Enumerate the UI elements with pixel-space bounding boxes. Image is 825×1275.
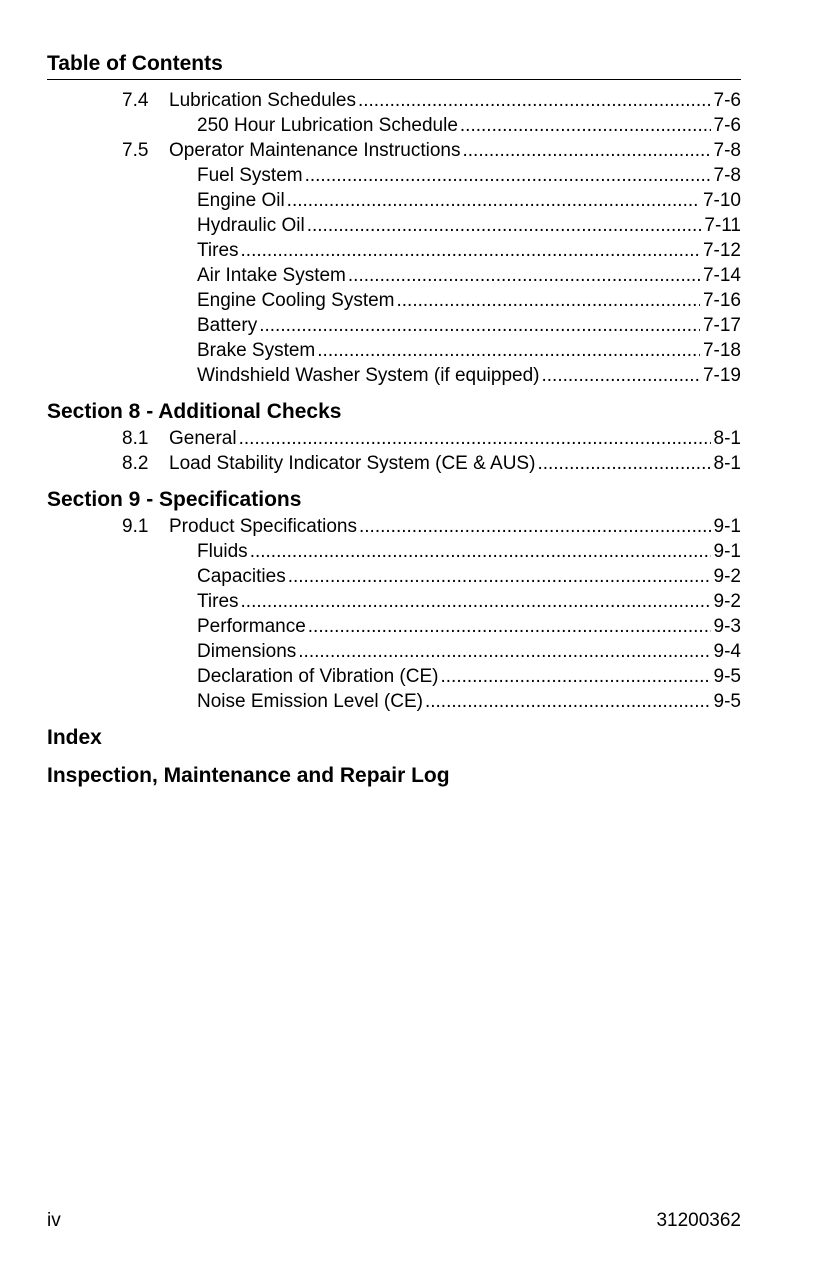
toc-entry-title-cell xyxy=(169,138,741,163)
toc-entry-page: 7-8 xyxy=(713,165,741,186)
toc-entry-title: Declaration of Vibration (CE) xyxy=(197,666,439,687)
dot-leader xyxy=(241,589,711,614)
toc-entry[interactable] xyxy=(47,614,741,639)
toc-entry[interactable] xyxy=(47,338,741,363)
toc-entry[interactable] xyxy=(47,213,741,238)
toc-entry-title-cell xyxy=(197,163,741,188)
toc-entry-page: 7-16 xyxy=(702,290,741,311)
dot-leader xyxy=(288,564,711,589)
toc-entry-title-cell xyxy=(197,288,741,313)
section-8-entries xyxy=(47,426,741,476)
dot-leader xyxy=(259,313,700,338)
toc-entry-number: 9.1 xyxy=(122,516,149,537)
toc-entry-title-cell xyxy=(197,213,741,238)
toc-entry-title: Operator Maintenance Instructions xyxy=(169,140,461,161)
toc-entry-title-cell xyxy=(169,88,741,113)
toc-entry-title-cell xyxy=(197,589,741,614)
toc-entry-title: Engine Oil xyxy=(197,190,285,211)
dot-leader xyxy=(460,113,711,138)
dot-leader xyxy=(358,88,711,113)
toc-entry-title: Load Stability Indicator System (CE & AUS) xyxy=(169,453,536,474)
toc-entry-title: Fuel System xyxy=(197,165,303,186)
toc-entry-number: 7.5 xyxy=(122,140,149,161)
dot-leader xyxy=(239,426,711,451)
toc-entry-title-cell xyxy=(197,363,741,388)
toc-entry-page: 9-1 xyxy=(713,516,741,537)
toc-entry-title-cell xyxy=(197,238,741,263)
toc-entry[interactable] xyxy=(47,238,741,263)
toc-entry-title: Noise Emission Level (CE) xyxy=(197,691,423,712)
toc-entry-title: Performance xyxy=(197,616,306,637)
toc-entry-page: 7-10 xyxy=(702,190,741,211)
toc-entry-number: 8.2 xyxy=(122,453,149,474)
toc-entry-title: Tires xyxy=(197,240,239,261)
toc-entry-page: 8-1 xyxy=(713,453,741,474)
toc-entry-title-cell xyxy=(169,451,741,476)
toc-entry-title: Battery xyxy=(197,315,258,336)
toc-entry-title-cell xyxy=(197,539,741,564)
toc-entry-title-cell xyxy=(197,338,741,363)
toc-entry-page: 9-5 xyxy=(713,691,741,712)
toc-entry-page: 7-6 xyxy=(713,115,741,136)
dot-leader xyxy=(348,263,700,288)
toc-entry-title: Capacities xyxy=(197,566,286,587)
toc-entry[interactable] xyxy=(47,313,741,338)
toc-entry-title-cell xyxy=(197,263,741,288)
toc-entry-page: 7-17 xyxy=(702,315,741,336)
toc-entry-page: 7-8 xyxy=(713,140,741,161)
toc-entry-title: Product Specifications xyxy=(169,516,357,537)
toc-entry-title: Hydraulic Oil xyxy=(197,215,305,236)
section-9-entries xyxy=(47,514,741,714)
toc-entry-title-cell xyxy=(197,689,741,714)
table-of-contents xyxy=(47,88,741,790)
toc-entry-title: Engine Cooling System xyxy=(197,290,395,311)
toc-entry[interactable] xyxy=(47,689,741,714)
toc-entry-title-cell xyxy=(197,313,741,338)
toc-entry-page: 7-11 xyxy=(704,215,741,236)
dot-leader xyxy=(463,138,711,163)
toc-entry-title: Tires xyxy=(197,591,239,612)
toc-entry[interactable] xyxy=(47,363,741,388)
section-8-heading[interactable]: Section 8 - Additional Checks xyxy=(47,400,342,423)
toc-entry-page: 9-2 xyxy=(713,566,741,587)
dot-leader xyxy=(359,514,711,539)
toc-entry-number: 8.1 xyxy=(122,428,149,449)
toc-entry[interactable] xyxy=(47,426,741,451)
toc-entry-title-cell xyxy=(169,426,741,451)
toc-entry-title-cell xyxy=(197,614,741,639)
toc-entry-title-cell xyxy=(197,639,741,664)
page-title: Table of Contents xyxy=(47,52,223,75)
dot-leader xyxy=(542,363,700,388)
toc-entry-number: 7.4 xyxy=(122,90,149,111)
toc-entry-page: 9-5 xyxy=(713,666,741,687)
toc-entry[interactable] xyxy=(47,664,741,689)
toc-entry-title-cell xyxy=(169,514,741,539)
toc-entry-page: 7-19 xyxy=(702,365,741,386)
dot-leader xyxy=(287,188,700,213)
toc-entry[interactable] xyxy=(47,113,741,138)
index-heading[interactable]: Index xyxy=(47,726,102,749)
dot-leader xyxy=(241,238,700,263)
toc-entry[interactable] xyxy=(47,188,741,213)
document-number: 31200362 xyxy=(656,1210,741,1231)
dot-leader xyxy=(305,163,711,188)
dot-leader xyxy=(397,288,700,313)
toc-entry-title: Dimensions xyxy=(197,641,297,662)
toc-entry[interactable] xyxy=(47,138,741,163)
toc-entry-title: Fluids xyxy=(197,541,248,562)
toc-entry-page: 9-4 xyxy=(713,641,741,662)
toc-entry-page: 8-1 xyxy=(713,428,741,449)
toc-entry-page: 9-1 xyxy=(713,541,741,562)
toc-entry-page: 7-18 xyxy=(702,340,741,361)
toc-entry-title: 250 Hour Lubrication Schedule xyxy=(197,115,458,136)
log-heading[interactable]: Inspection, Maintenance and Repair Log xyxy=(47,764,450,787)
dot-leader xyxy=(307,213,702,238)
section-7-entries xyxy=(47,88,741,388)
toc-entry-page: 9-3 xyxy=(713,616,741,637)
toc-entry[interactable] xyxy=(47,263,741,288)
dot-leader xyxy=(308,614,711,639)
dot-leader xyxy=(440,664,710,689)
toc-entry-title: Brake System xyxy=(197,340,316,361)
toc-entry-page: 7-6 xyxy=(713,90,741,111)
toc-entry-title: Air Intake System xyxy=(197,265,346,286)
dot-leader xyxy=(537,451,710,476)
toc-entry-page: 7-12 xyxy=(702,240,741,261)
title-divider xyxy=(47,79,741,80)
toc-entry-title-cell xyxy=(197,564,741,589)
toc-entry[interactable] xyxy=(47,539,741,564)
toc-entry-title: Windshield Washer System (if equipped) xyxy=(197,365,540,386)
toc-entry-page: 7-14 xyxy=(702,265,741,286)
toc-entry-page: 9-2 xyxy=(713,591,741,612)
toc-entry-title: Lubrication Schedules xyxy=(169,90,356,111)
toc-entry[interactable] xyxy=(47,589,741,614)
toc-entry[interactable] xyxy=(47,288,741,313)
toc-entry[interactable] xyxy=(47,639,741,664)
toc-entry[interactable] xyxy=(47,163,741,188)
toc-entry[interactable] xyxy=(47,514,741,539)
section-9-heading[interactable]: Section 9 - Specifications xyxy=(47,488,302,511)
toc-entry[interactable] xyxy=(47,451,741,476)
toc-entry-title-cell xyxy=(197,664,741,689)
toc-entry[interactable] xyxy=(47,564,741,589)
page-number: iv xyxy=(47,1210,61,1231)
toc-entry[interactable] xyxy=(47,88,741,113)
toc-entry-title-cell xyxy=(197,188,741,213)
toc-entry-title-cell xyxy=(197,113,741,138)
dot-leader xyxy=(317,338,700,363)
toc-entry-title: General xyxy=(169,428,237,449)
dot-leader xyxy=(298,639,710,664)
dot-leader xyxy=(250,539,711,564)
dot-leader xyxy=(425,689,711,714)
